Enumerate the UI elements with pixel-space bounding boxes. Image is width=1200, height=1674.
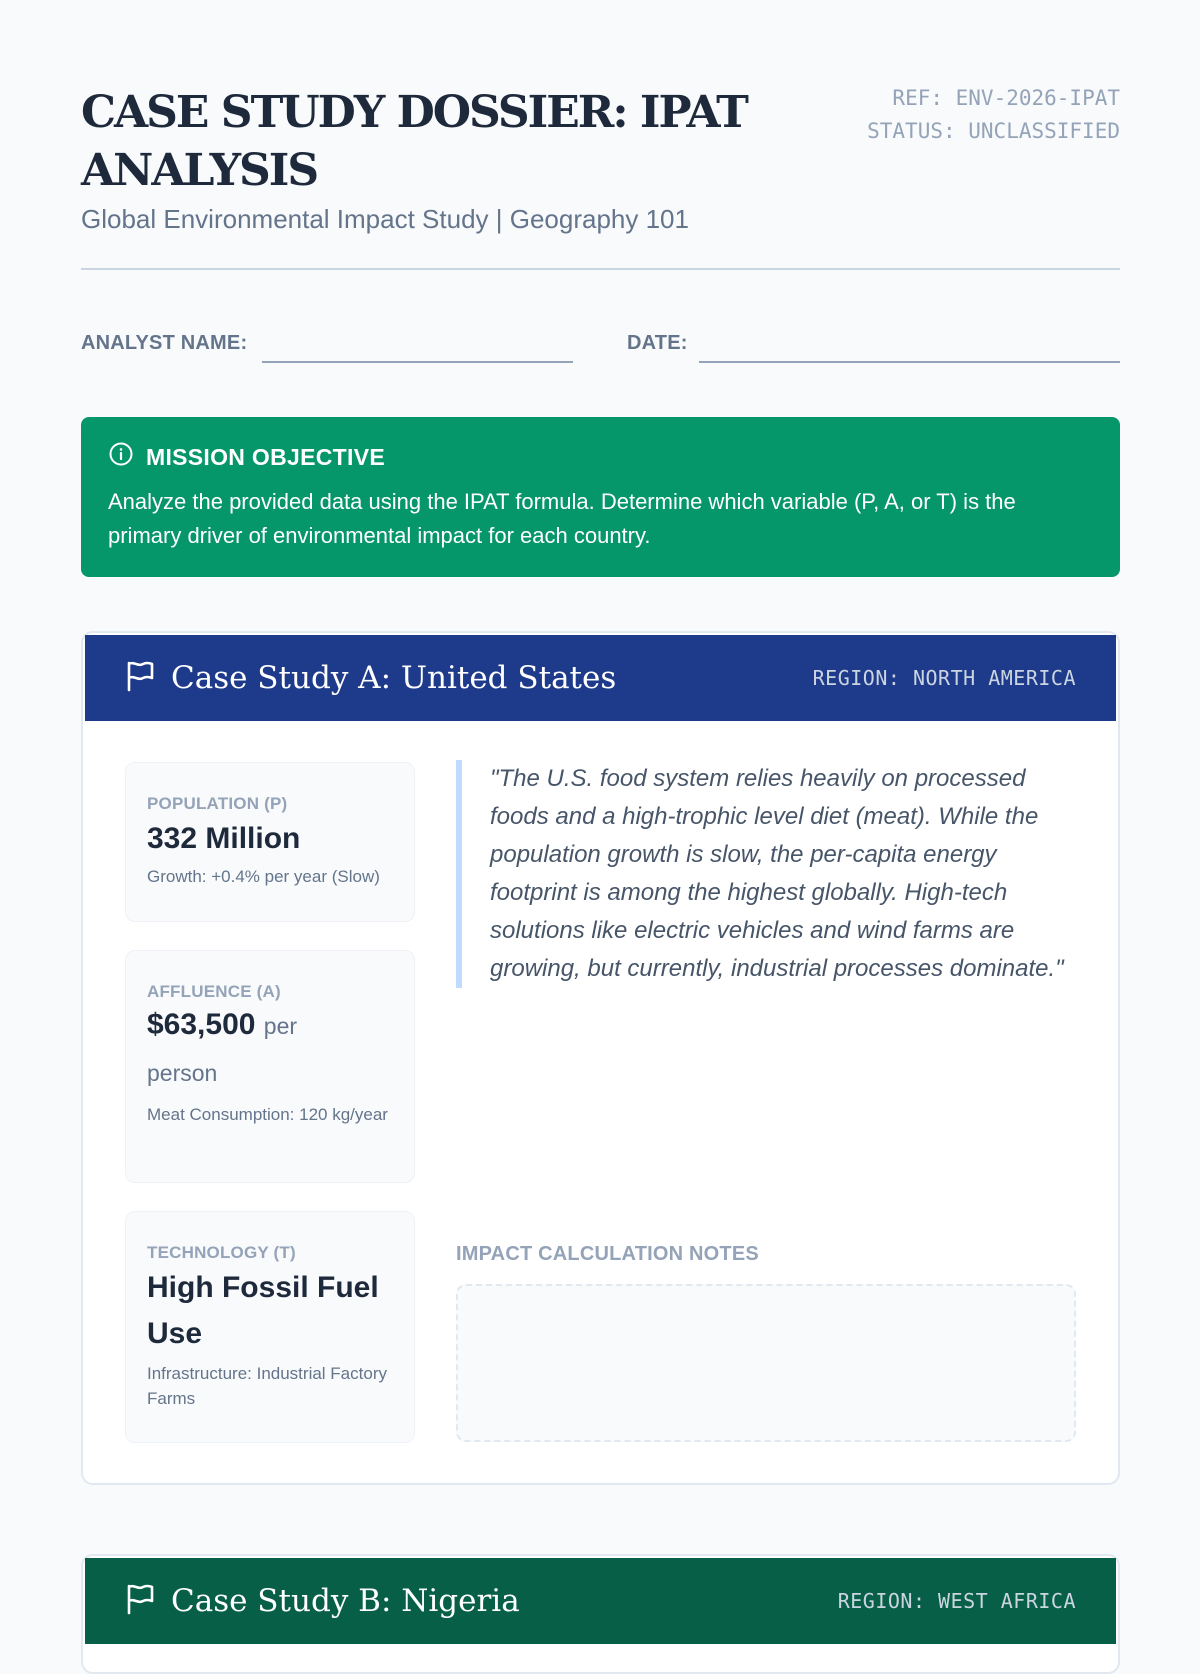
analyst-name-field[interactable] bbox=[262, 361, 573, 363]
case-study-a-card bbox=[81, 631, 1120, 1485]
date-label: DATE: bbox=[627, 332, 688, 354]
reference-code: REF: ENV-2026-IPAT bbox=[892, 86, 1120, 110]
document-header bbox=[81, 0, 1120, 270]
dossier-page bbox=[81, 0, 1120, 1619]
case-study-a-title: Case Study A: United States bbox=[171, 660, 617, 696]
case-study-a-header bbox=[85, 635, 1116, 721]
case-study-b-title: Case Study B: Nigeria bbox=[171, 1583, 520, 1619]
population-note: Growth: +0.4% per year (Slow) bbox=[147, 867, 380, 886]
affluence-note: Meat Consumption: 120 kg/year bbox=[147, 1105, 388, 1124]
case-study-a-region: REGION: NORTH AMERICA bbox=[812, 666, 1076, 690]
reference-block bbox=[800, 82, 1120, 148]
classification-status: STATUS: UNCLASSIFIED bbox=[867, 119, 1120, 143]
impact-notes-area[interactable] bbox=[456, 1284, 1076, 1442]
affluence-stat-card bbox=[125, 950, 415, 1183]
document-subtitle: Global Environmental Impact Study | Geography 101 bbox=[81, 204, 689, 234]
technology-note: Infrastructure: Industrial Factory Farms bbox=[147, 1364, 387, 1408]
flag-icon bbox=[125, 660, 155, 697]
case-study-a-quote: "The U.S. food system relies heavily on processed foods and a high-trophic level diet (meat). While the population growth is slow, the per-capita energy footprint is among the highest globally. High-tech solutions like electric vehicles and wind farms are growing, but currently, industrial processes dominate." bbox=[456, 760, 1076, 988]
affluence-value-line bbox=[147, 1002, 337, 1096]
mission-text: Analyze the provided data using the IPAT formula. Determine which variable (P, A, or T) is the primary driver of environmental impact for each country. bbox=[108, 489, 1016, 548]
mission-title: MISSION OBJECTIVE bbox=[146, 443, 385, 470]
affluence-unit: per person bbox=[147, 1013, 298, 1086]
technology-label: TECHNOLOGY (T) bbox=[147, 1243, 296, 1262]
population-label: POPULATION (P) bbox=[147, 794, 288, 813]
technology-value: High Fossil Fuel Use bbox=[147, 1271, 379, 1350]
mission-header bbox=[108, 441, 1093, 473]
population-value: 332 Million bbox=[147, 822, 301, 855]
document-title: CASE STUDY DOSSIER: IPAT ANALYSIS bbox=[81, 87, 747, 196]
impact-notes-label: IMPACT CALCULATION NOTES bbox=[456, 1243, 759, 1265]
case-study-b-region: REGION: WEST AFRICA bbox=[837, 1589, 1076, 1613]
analyst-name-label: ANALYST NAME: bbox=[81, 332, 248, 354]
technology-stat-card bbox=[125, 1211, 415, 1443]
date-field[interactable] bbox=[699, 361, 1120, 363]
case-study-b-card bbox=[81, 1554, 1120, 1674]
flag-icon bbox=[125, 1583, 155, 1620]
mission-objective-banner bbox=[81, 417, 1120, 577]
population-stat-card bbox=[125, 762, 415, 922]
case-study-b-header bbox=[85, 1558, 1116, 1644]
info-icon bbox=[108, 441, 134, 473]
affluence-label: AFFLUENCE (A) bbox=[147, 982, 281, 1001]
analyst-info-row bbox=[81, 326, 1120, 366]
affluence-value: $63,500 bbox=[147, 1008, 256, 1041]
